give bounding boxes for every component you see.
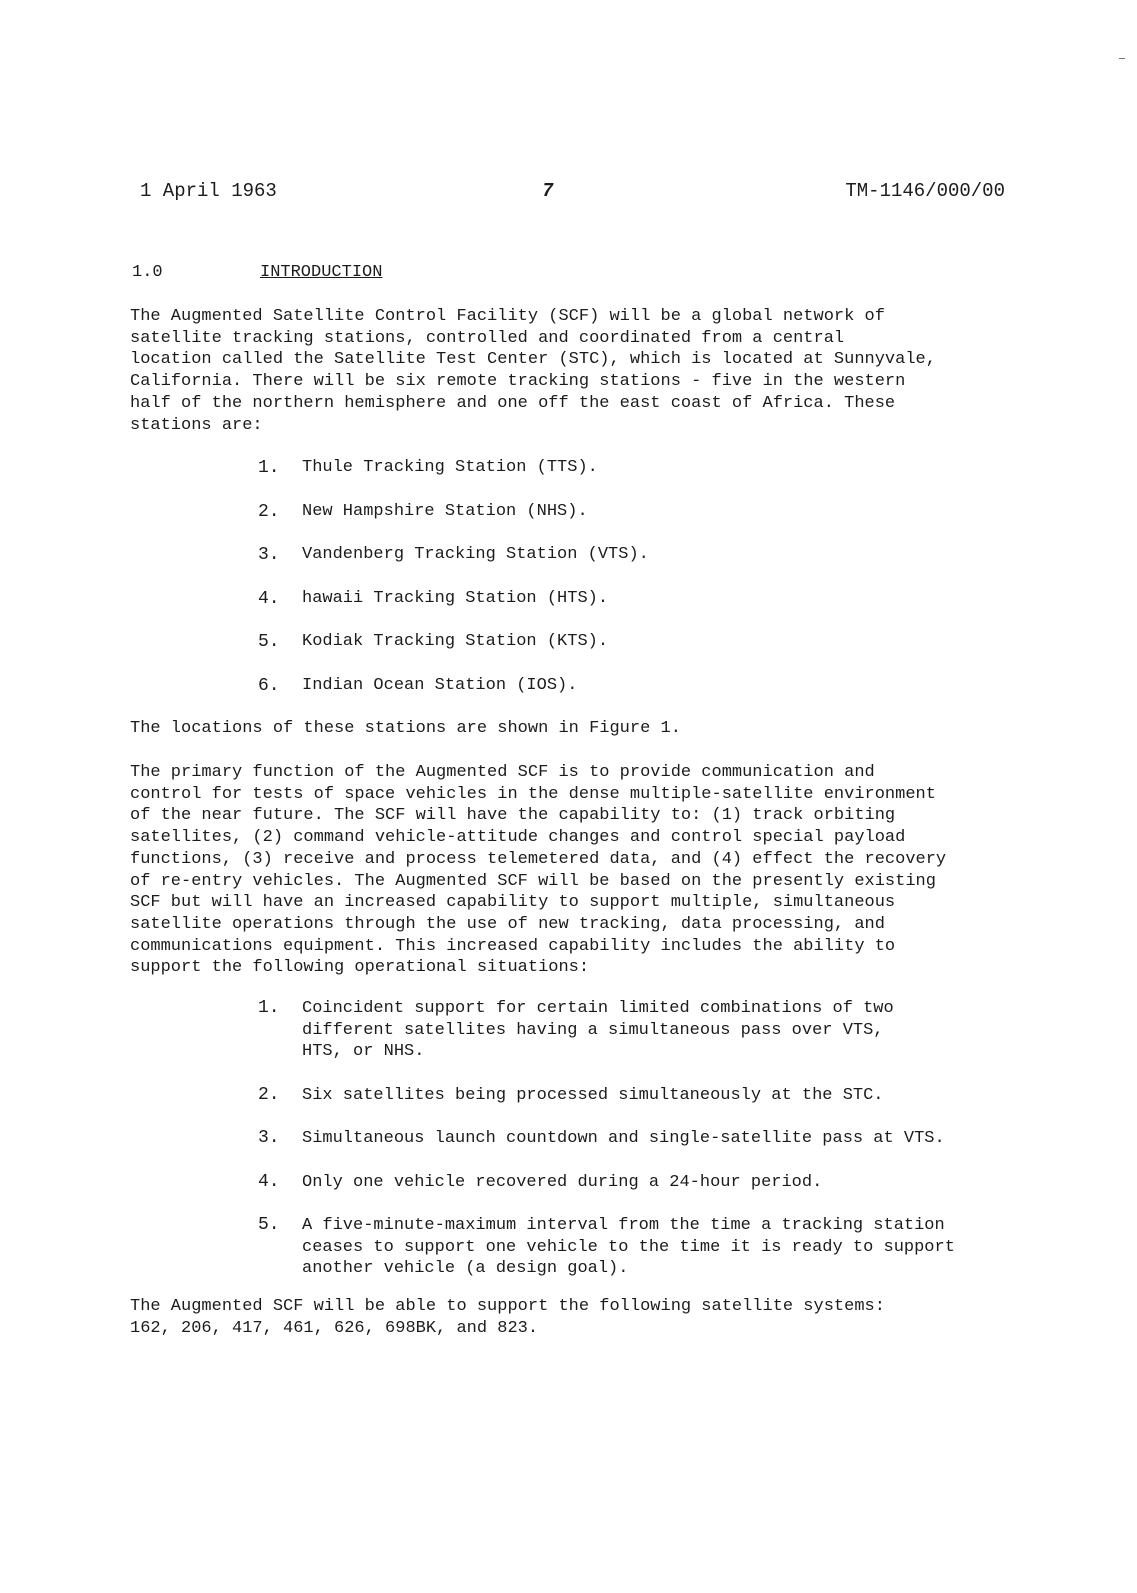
list-number: 3. [258,1128,280,1149]
list-number: 4. [258,1171,280,1192]
list-item [258,1085,1018,1107]
list-item-text: Thule Tracking Station (TTS). [302,458,598,477]
function-paragraph: The primary function of the Augmented SCF is to provide communication and control for tests of space vehicles in the dense multiple-satellite environment of the near future. The SCF will have the capability to: (1) track orbiting satellites, (2) command vehicle-attitude changes and control special payload functions, (3) receive and process telemetered data, and (4) effect the recovery of re-entry vehicles. The Augmented SCF will be based on the presently existing SCF but will have an increased capability to support multiple, simultaneous satellite operations through the use of new tracking, data processing, and communications equipment. This increased capability includes the ability to support the following operational situations: [130,763,947,978]
list-item-text: Coincident support for certain limited combinations of two different satellites having a simultaneous pass over VTS, HTS, or NHS. [302,999,894,1062]
stations-list [258,458,649,719]
list-item [258,1215,1018,1280]
list-number: 4. [258,588,280,609]
document-number: TM-1146/000/00 [845,180,1005,202]
header-date: 1 April 1963 [140,180,277,202]
list-item-text: New Hampshire Station (NHS). [302,501,588,521]
scan-edge-mark [1119,58,1125,59]
section-title: INTRODUCTION [260,263,383,282]
list-item [258,1128,1018,1150]
list-item [258,1172,1018,1194]
list-item [258,998,1018,1063]
list-item-text: Simultaneous launch countdown and single-satellite pass at VTS. [302,1129,945,1149]
list-item-text: hawaii Tracking Station (HTS). [302,588,609,608]
list-number: 2. [258,501,280,522]
list-number: 3. [258,545,280,565]
list-item [258,458,649,502]
list-number: 6. [258,675,280,696]
list-item-text: A five-minute-maximum interval from the time a tracking station ceases to support one vehicle to the time it is ready to support another vehicle (a design goal). [302,1215,955,1279]
list-item [258,589,649,633]
systems-paragraph: The Augmented SCF will be able to support the following satellite systems: 162, 206, 417, 461, 626, 698BK, and 823. [130,1297,885,1338]
locations-paragraph: The locations of these stations are shown in Figure 1. [130,719,681,738]
list-number: 5. [258,632,280,652]
situations-list [258,998,1018,1302]
list-item [258,502,649,546]
list-item-text: Only one vehicle recovered during a 24-hour period. [302,1172,823,1192]
list-number: 1. [258,458,280,478]
list-item [258,676,649,720]
page-header [140,180,1005,210]
list-item-text: Six satellites being processed simultaneously at the STC. [302,1085,884,1105]
list-item-text: Vandenberg Tracking Station (VTS). [302,545,649,564]
list-item [258,632,649,676]
intro-paragraph: The Augmented Satellite Control Facility (SCF) will be a global network of satellite tracking stations, controlled and coordinated from a central location called the Satellite Test Center (STC), which is located at Sunnyvale, California. There will be six remote tracking stations - five in the western half of the northern hemisphere and one off the east coast of Africa. These stations are: [130,307,936,435]
list-number: 2. [258,1084,280,1105]
list-number: 1. [258,998,280,1018]
list-number: 5. [258,1214,280,1235]
list-item-text: Kodiak Tracking Station (KTS). [302,632,609,651]
section-number: 1.0 [132,263,163,282]
page-number: 7 [542,180,554,202]
list-item-text: Indian Ocean Station (IOS). [302,675,578,695]
list-item [258,545,649,589]
